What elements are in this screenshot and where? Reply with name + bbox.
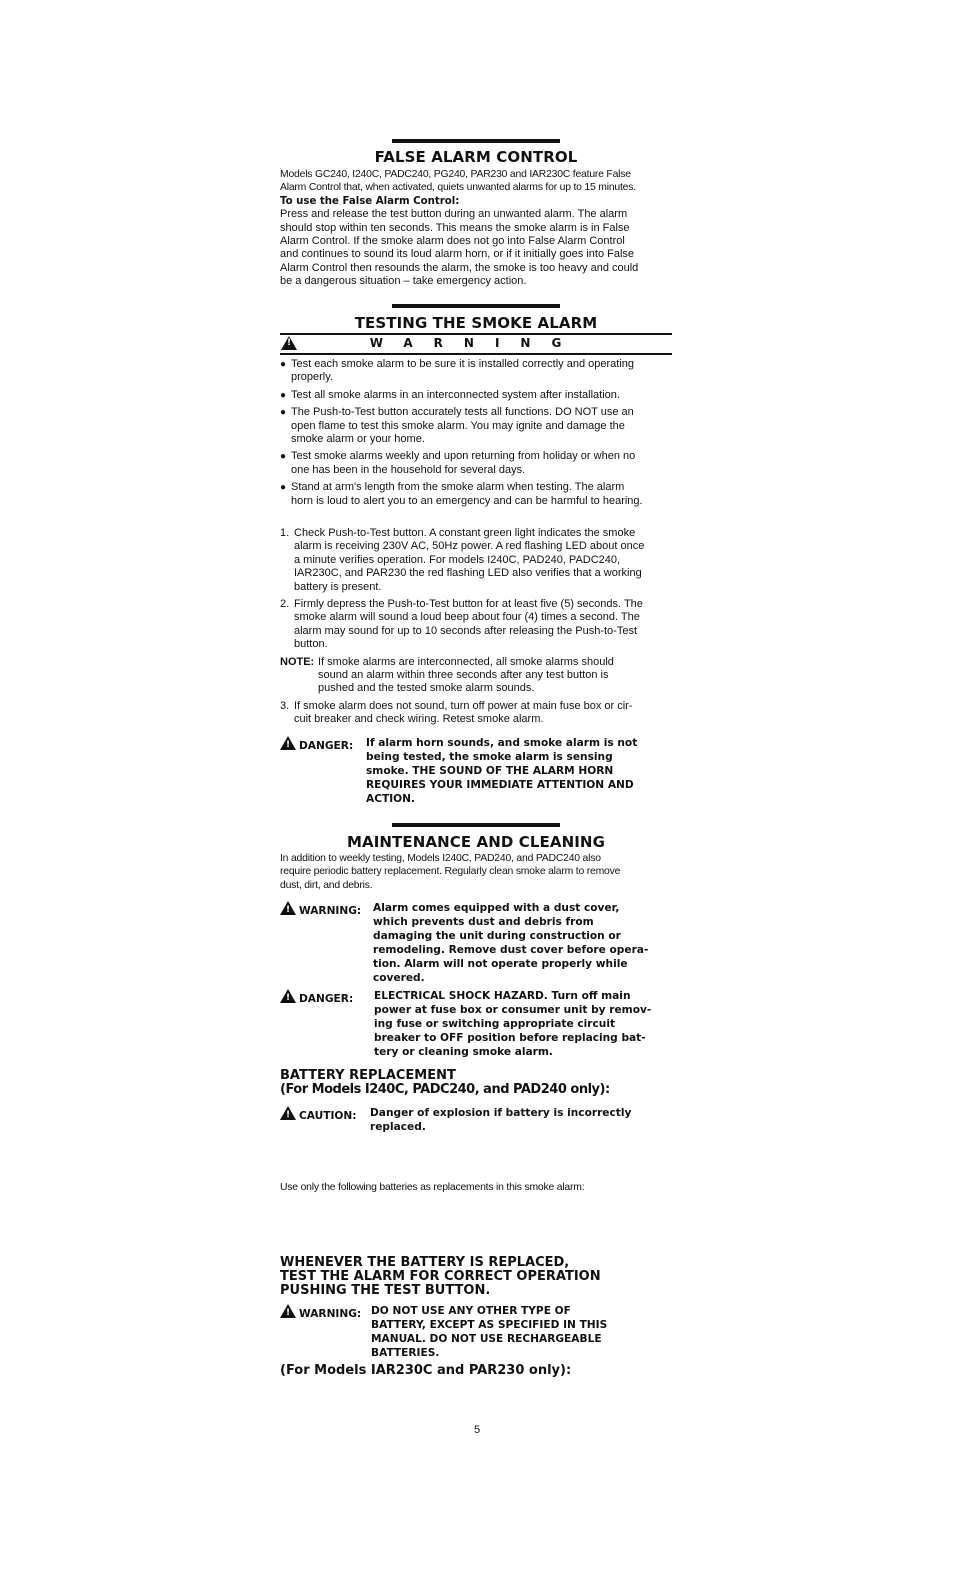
caution-line: Danger of explosion if battery is incorrectly [370, 1107, 632, 1119]
list-item-line: properly. [291, 371, 333, 384]
battery-whenever-line: TEST THE ALARM FOR CORRECT OPERATION [280, 1269, 601, 1284]
danger-electrical-shock [280, 989, 672, 1059]
warning-line: which prevents dust and debris from [373, 916, 594, 928]
warning-line: Alarm comes equipped with a dust cover, [373, 902, 620, 914]
caution-battery [280, 1106, 672, 1134]
warning-banner-word: WARNING [369, 336, 583, 350]
danger-alarm-horn [280, 736, 672, 806]
false-alarm-body-line: and continues to sound its loud alarm horn, or if it initially goes into False [280, 248, 635, 261]
list-item [280, 406, 672, 446]
battery-title [280, 1069, 610, 1097]
list-item [280, 481, 672, 508]
step-line: Firmly depress the Push-to-Test button for at least five (5) seconds. The [294, 598, 643, 611]
testing-header [280, 304, 672, 332]
bullet-icon: ● [280, 359, 287, 370]
false-alarm-intro-line: Models GC240, I240C, PADC240, PG240, PAR230 and IAR230C feature False [280, 169, 631, 180]
warning-line: BATTERY, EXCEPT AS SPECIFIED IN THIS [371, 1319, 608, 1331]
battery-whenever [280, 1256, 601, 1298]
warning-label: WARNING: [299, 1308, 362, 1320]
step-line: smoke alarm will sound a loud beep about four (4) times a second. The [294, 611, 640, 624]
step-line: alarm is receiving 230V AC, 50Hz power. A red flashing LED about once [294, 540, 645, 553]
list-item-line: smoke alarm or your home. [291, 433, 425, 446]
danger-line: ELECTRICAL SHOCK HAZARD. Turn off main [374, 990, 631, 1002]
bullet-icon: ● [280, 407, 287, 419]
danger-line: tery or cleaning smoke alarm. [374, 1046, 553, 1058]
warning-triangle-icon [280, 989, 296, 1003]
bullet-icon: ● [280, 482, 287, 494]
list-item [280, 389, 672, 402]
danger-line: ing fuse or switching appropriate circuit [374, 1018, 616, 1030]
maintenance-title: MAINTENANCE AND CLEANING [346, 833, 605, 851]
step-line: If smoke alarm does not sound, turn off power at main fuse box or cir- [294, 699, 633, 712]
danger-line: If alarm horn sounds, and smoke alarm is not [366, 737, 638, 749]
maintenance-intro-line: In addition to weekly testing, Models I240C, PAD240, and PADC240 also [280, 853, 601, 864]
step-line: button. [294, 638, 328, 651]
testing-title: TESTING THE SMOKE ALARM [354, 314, 598, 332]
bullet-icon: ● [280, 389, 287, 401]
warning-label: WARNING: [299, 905, 362, 917]
maintenance-intro-line: require periodic battery replacement. Regularly clean smoke alarm to remove [280, 866, 621, 878]
warning-line: BATTERIES. [371, 1347, 440, 1359]
list-item-line: open flame to test this smoke alarm. You may ignite and damage the [291, 419, 625, 432]
danger-line: ACTION. [366, 793, 416, 805]
step-line: IAR230C, and PAR230 the red flashing LED also verifies that a working [294, 567, 642, 580]
danger-head [280, 736, 353, 753]
step-item [280, 598, 672, 652]
caution-head [280, 1106, 357, 1123]
warning-dust-cover [280, 901, 672, 985]
list-item-line: horn is loud to alert you to an emergency and can be harmful to hearing. [291, 494, 643, 507]
warning-line: MANUAL. DO NOT USE RECHARGEABLE [371, 1333, 602, 1345]
danger-line: REQUIRES YOUR IMMEDIATE ATTENTION AND [366, 779, 634, 791]
false-alarm-subhead: To use the False Alarm Control: [280, 195, 460, 207]
warning-line: covered. [373, 972, 425, 984]
false-alarm-title: FALSE ALARM CONTROL [374, 148, 578, 166]
danger-line: power at fuse box or consumer unit by remov- [374, 1004, 652, 1016]
danger-label: DANGER: [299, 740, 354, 752]
step-number: 3. [280, 699, 290, 712]
list-item-line: Stand at arm's length from the smoke alarm when testing. The alarm [291, 481, 625, 494]
step-number: 2. [280, 598, 290, 611]
false-alarm-intro-line: Alarm Control that, when activated, quiets unwanted alarms for up to 15 minutes. [280, 182, 636, 194]
danger-line: breaker to OFF position before replacing bat- [374, 1032, 646, 1044]
battery-whenever-line: PUSHING THE TEST BUTTON. [280, 1283, 491, 1298]
warning-triangle-icon [280, 1304, 296, 1318]
step-item [280, 527, 672, 594]
section-rule [392, 139, 560, 143]
battery-title-line: (For Models I240C, PADC240, and PAD240 only): [280, 1082, 610, 1097]
list-item-line: Test smoke alarms weekly and upon returning from holiday or when no [291, 450, 636, 463]
list-item-line: Test all smoke alarms in an interconnected system after installation. [291, 388, 620, 401]
list-item-line: Test each smoke alarm to be sure it is installed correctly and operating [291, 358, 634, 370]
note-line: pushed and the tested smoke alarm sounds. [318, 682, 535, 695]
battery-use-only: Use only the following batteries as replacements in this smoke alarm: [280, 1182, 585, 1193]
note-label: NOTE: [280, 655, 315, 668]
list-item-line: The Push-to-Test button accurately tests all functions. DO NOT use an [291, 406, 634, 419]
warning-line: damaging the unit during construction or [373, 930, 621, 942]
danger-line: being tested, the smoke alarm is sensing [366, 751, 613, 763]
caution-line: replaced. [370, 1121, 426, 1133]
warning-triangle-icon [280, 901, 296, 915]
false-alarm-body-line: be a dangerous situation – take emergency action. [280, 275, 527, 288]
false-alarm-body-line: Press and release the test button during an unwanted alarm. The alarm [280, 208, 628, 221]
battery-whenever-line: WHENEVER THE BATTERY IS REPLACED, [280, 1255, 570, 1270]
note-line: If smoke alarms are interconnected, all smoke alarms should [318, 655, 614, 668]
danger-label: DANGER: [299, 993, 354, 1005]
false-alarm-body-line: Alarm Control. If the smoke alarm does not go into False Alarm Control [280, 235, 625, 248]
battery-models-iar: (For Models IAR230C and PAR230 only): [280, 1363, 572, 1378]
caution-label: CAUTION: [299, 1110, 357, 1122]
section-rule [392, 304, 560, 308]
note-line: sound an alarm within three seconds after any test button is [318, 669, 609, 682]
list-item [280, 358, 672, 385]
step-item [280, 700, 672, 727]
step-line: cuit breaker and check wiring. Retest smoke alarm. [294, 713, 544, 726]
battery-title-line: BATTERY REPLACEMENT [280, 1068, 456, 1083]
warning-line: tion. Alarm will not operate properly while [373, 958, 628, 970]
warning-line: DO NOT USE ANY OTHER TYPE OF [371, 1305, 571, 1317]
testing-bullets [280, 358, 672, 508]
false-alarm-section [280, 139, 672, 289]
warning-line: remodeling. Remove dust cover before opera- [373, 944, 649, 956]
warning-triangle-icon [280, 736, 296, 750]
warning-triangle-icon [280, 1106, 296, 1120]
maintenance-section [280, 823, 672, 892]
bullet-icon: ● [280, 451, 287, 463]
false-alarm-body-line: Alarm Control then resounds the alarm, the smoke is too heavy and could [280, 261, 639, 274]
false-alarm-body-line: should stop within ten seconds. This means the smoke alarm is in False [280, 221, 630, 234]
list-item [280, 450, 672, 477]
list-item-line: one has been in the household for several days. [291, 463, 526, 476]
page-number: 5 [473, 1424, 481, 1436]
step-line: Check Push-to-Test button. A constant green light indicates the smoke [294, 527, 636, 539]
warning-banner [280, 333, 672, 355]
warning-head [280, 901, 361, 918]
maintenance-intro-line: dust, dirt, and debris. [280, 879, 373, 891]
warning-head [280, 1304, 361, 1321]
danger-head [280, 989, 353, 1006]
step-line: alarm may sound for up to 10 seconds after releasing the Push-to-Test [294, 624, 638, 637]
step-number: 1. [280, 527, 290, 539]
step-line: battery is present. [294, 580, 382, 593]
section-rule [392, 823, 560, 827]
note-block [280, 656, 672, 696]
warning-battery-type [280, 1304, 672, 1360]
step-line: a minute verifies operation. For models I240C, PAD240, PADC240, [294, 553, 621, 566]
testing-steps [280, 527, 672, 727]
danger-line: smoke. THE SOUND OF THE ALARM HORN [366, 765, 614, 777]
